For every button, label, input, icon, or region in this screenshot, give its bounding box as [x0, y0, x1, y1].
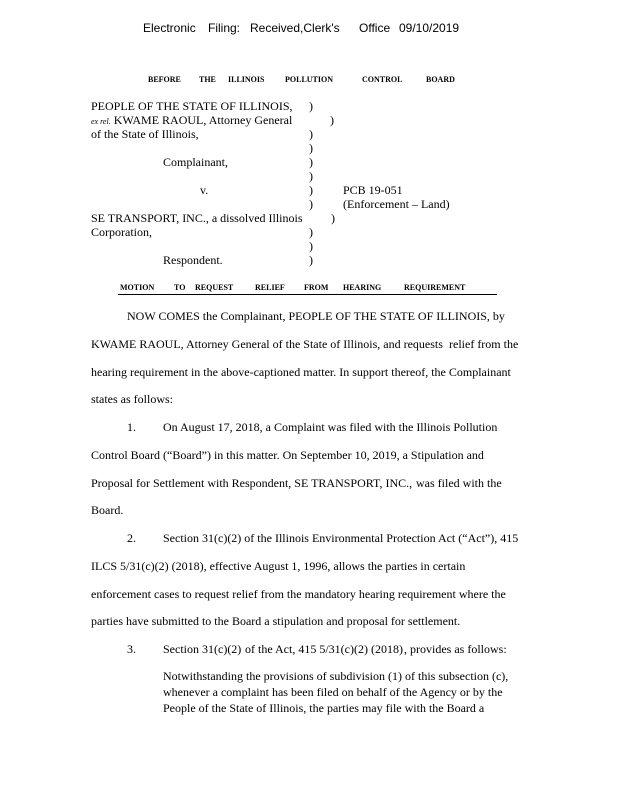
motion-word-request: REQUEST: [195, 283, 234, 292]
stamp-filing: Filing:: [208, 21, 241, 35]
versus: v.: [200, 183, 209, 197]
caption-paren: ): [330, 113, 334, 127]
p1-line-3a: Proposal for Settlement with Respondent, SE TRANSPORT, INC.,: [91, 476, 413, 490]
intro-line-1: NOW COMES the Complainant, PEOPLE OF THE STATE OF ILLINOIS, by: [127, 309, 505, 323]
board-word-board: BOARD: [426, 75, 455, 84]
caption-paren: ): [309, 127, 313, 141]
quote-line-3: People of the State of Illinois, the parties may file with the Board a: [163, 701, 485, 715]
stamp-office: Office: [359, 21, 391, 35]
stamp-date: 09/10/2019: [399, 21, 460, 35]
ex-rel: ex rel.: [91, 117, 111, 126]
p1-line-1: On August 17, 2018, a Complaint was filed with the Illinois Pollution: [163, 420, 498, 434]
p1-line-2: Control Board (“Board”) in this matter. On September 10, 2019, a Stipulation and: [91, 448, 484, 462]
p2-line-2: ILCS 5/31(c)(2) (2018), effective August 1, 1996, allows the parties in certain: [91, 559, 466, 573]
board-word-pollution: POLLUTION: [285, 75, 334, 84]
motion-word-hearing: HEARING: [343, 283, 382, 292]
caption-paren: ): [309, 197, 313, 211]
intro-line-3: hearing requirement in the above-captioned matter. In support thereof, the Complainant: [91, 365, 511, 379]
motion-word-to: TO: [174, 283, 186, 292]
defendant-line-2: Corporation,: [91, 225, 152, 239]
p1-line-4: Board.: [91, 503, 124, 517]
board-word-illinois: ILLINOIS: [228, 75, 265, 84]
paragraph-number: 3.: [127, 642, 136, 656]
caption-paren: ): [309, 141, 313, 155]
motion-word-requirement: REQUIREMENT: [404, 283, 466, 292]
plaintiff-line-1: PEOPLE OF THE STATE OF ILLINOIS,: [91, 99, 293, 113]
motion-word-from: FROM: [304, 283, 329, 292]
motion-word-motion: MOTION: [120, 283, 155, 292]
p2-line-1: Section 31(c)(2) of the Illinois Environmental Protection Act (“Act”), 415: [163, 531, 519, 545]
intro-line-4: states as follows:: [91, 392, 173, 406]
quote-line-2: whenever a complaint has been filed on behalf of the Agency or by the: [163, 685, 503, 699]
intro-line-2a: KWAME RAOUL, Attorney General of the State of Illinois, and requests: [91, 337, 443, 351]
p1-line-3b: was filed with the: [416, 476, 502, 490]
caption-paren: ): [331, 211, 335, 225]
motion-word-relief: RELIEF: [255, 283, 285, 292]
paragraph-number: 2.: [127, 531, 136, 545]
caption-paren: ): [309, 225, 313, 239]
plaintiff-line-2: [91, 113, 292, 128]
caption-paren: ): [309, 99, 313, 113]
quote-line-1: Notwithstanding the provisions of subdivision (1) of this subsection (c),: [163, 669, 509, 683]
intro-line-2b: relief from the: [449, 337, 519, 351]
p3-line-1c: , provides as follows:: [404, 642, 507, 656]
caption-paren: ): [309, 253, 313, 267]
plaintiff-line-2-text: KWAME RAOUL, Attorney General: [110, 113, 293, 127]
complainant-label: Complainant,: [163, 155, 228, 169]
paragraph-number: 1.: [127, 420, 136, 434]
defendant-line-1: SE TRANSPORT, INC., a dissolved Illinois: [91, 211, 303, 225]
p2-line-3: enforcement cases to request relief from the mandatory hearing requirement where the: [91, 587, 506, 601]
p3-line-1a: Section 31(c)(2): [163, 642, 242, 656]
board-word-before: BEFORE: [148, 75, 181, 84]
board-word-control: CONTROL: [362, 75, 403, 84]
caption-paren: ): [309, 239, 313, 253]
caption-paren: ): [309, 169, 313, 183]
title-underline: [118, 294, 497, 295]
stamp-electronic: Electronic: [143, 21, 196, 35]
stamp-received: Received,Clerk's: [250, 21, 340, 35]
p2-line-4: parties have submitted to the Board a stipulation and proposal for settlement.: [91, 614, 461, 628]
board-word-the: THE: [199, 75, 216, 84]
respondent-label: Respondent.: [163, 253, 223, 267]
plaintiff-line-3: of the State of Illinois,: [91, 127, 199, 141]
case-type: (Enforcement – Land): [343, 197, 450, 211]
case-number: PCB 19-051: [343, 183, 403, 197]
p3-line-1b: of the Act, 415 5/31(c)(2) (2018): [245, 642, 403, 656]
caption-paren: ): [309, 183, 313, 197]
caption-paren: ): [309, 155, 313, 169]
